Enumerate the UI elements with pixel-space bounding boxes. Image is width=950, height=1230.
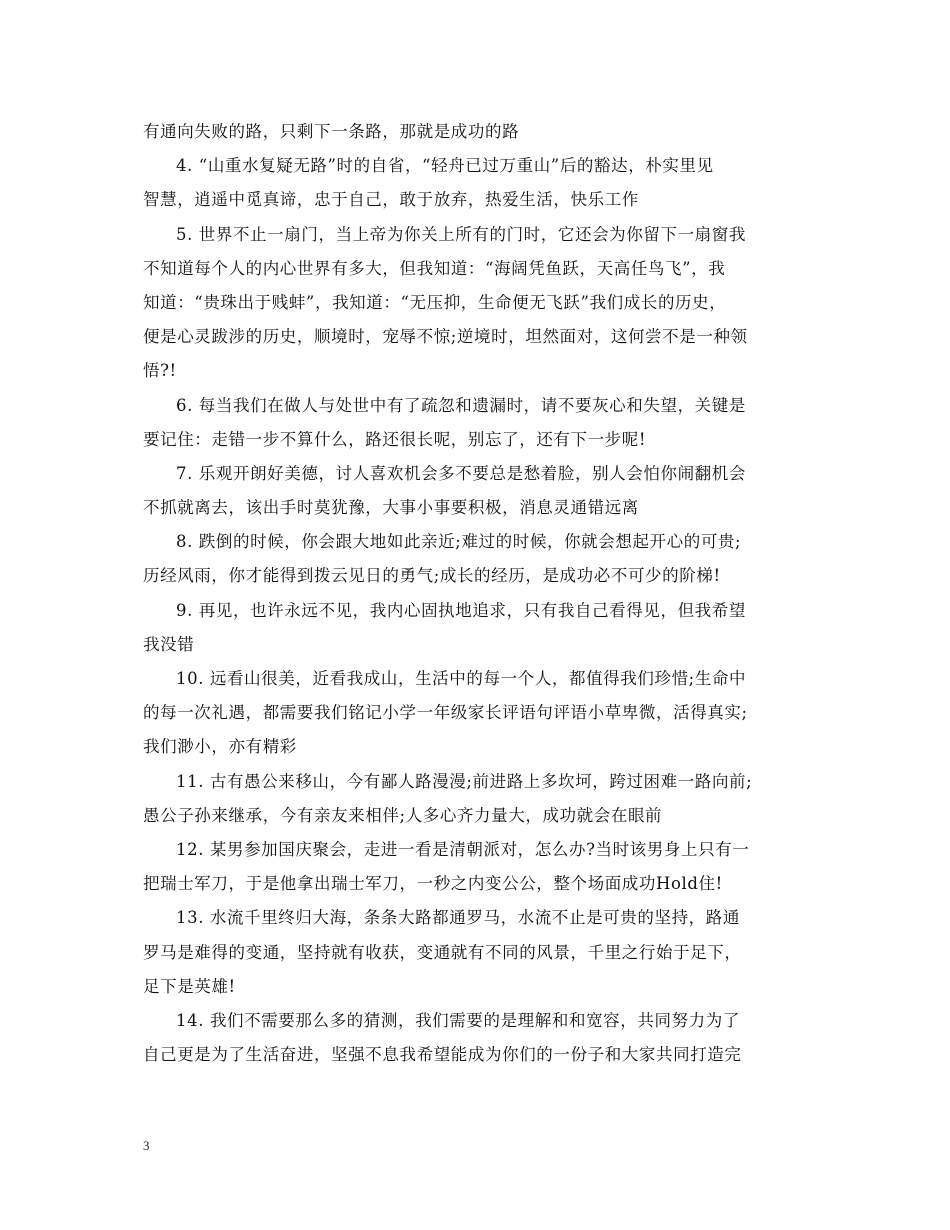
text-line: 自己更是为了生活奋进，坚强不息我希望能成为你们的一份子和大家共同打造完 xyxy=(143,1045,742,1065)
text-line: 10. 远看山很美，近看我成山，生活中的每一个人，都值得我们珍惜;生命中 xyxy=(176,669,747,688)
text-line: 13. 水流千里终归大海，条条大路都通罗马，水流不止是可贵的坚持，路通 xyxy=(176,908,740,928)
text-line: 把瑞士军刀，于是他拿出瑞士军刀，一秒之内变公公，整个场面成功Hold住! xyxy=(143,874,723,894)
text-line: 12. 某男参加国庆聚会，走进一看是清朝派对，怎么办?当时该男身上只有一 xyxy=(176,839,750,859)
page-number: 3 xyxy=(143,1138,150,1153)
text-line: 7. 乐观开朗好美德，讨人喜欢机会多不要总是愁着脸，别人会怕你闹翻机会 xyxy=(176,463,746,483)
text-line: 9. 再见，也许永远不见，我内心固执地追求，只有我自己看得见，但我希望 xyxy=(176,600,746,620)
text-line: 6. 每当我们在做人与处世中有了疏忽和遗漏时，请不要灰心和失望，关键是 xyxy=(176,395,746,415)
text-line: 足下是英雄! xyxy=(143,976,236,996)
text-line: 我们渺小，亦有精彩 xyxy=(143,737,297,757)
text-line: 要记住：走错一步不算什么，路还很长呢，别忘了，还有下一步呢! xyxy=(143,429,647,449)
text-line: 历经风雨，你才能得到拨云见日的勇气;成长的经历，是成功必不可少的阶梯! xyxy=(143,566,721,586)
text-line: 14. 我们不需要那么多的猜测，我们需要的是理解和和宽容，共同努力为了 xyxy=(176,1010,740,1030)
text-line: 不抓就离去，该出手时莫犹豫，大事小事要积极，消息灵通错远离 xyxy=(143,498,639,518)
document-body xyxy=(143,115,813,1072)
text-line: 的每一次礼遇，都需要我们铭记小学一年级家长评语句评语小草卑微，活得真实; xyxy=(143,703,748,723)
text-line: 4. “山重水复疑无路”时的自省，“轻舟已过万重山”后的豁达，朴实里见 xyxy=(176,156,714,176)
text-line: 知道：“贵珠出于贱蚌”，我知道：“无压抑，生命便无飞跃”我们成长的历史， xyxy=(143,292,727,312)
text-line: 愚公子孙来继承，今有亲友来相伴;人多心齐力量大，成功就会在眼前 xyxy=(143,805,663,825)
text-line: 有通向失败的路，只剩下一条路，那就是成功的路 xyxy=(143,122,520,141)
text-line: 不知道每个人的内心世界有多大，但我知道：“海阔凭鱼跃，天高任鸟飞”，我 xyxy=(143,258,726,278)
text-line: 8. 跌倒的时候，你会跟大地如此亲近;难过的时候，你就会想起开心的可贵; xyxy=(176,532,742,552)
text-line: 11. 古有愚公来移山，今有鄙人路漫漫;前进路上多坎坷，跨过困难一路向前; xyxy=(176,771,753,791)
text-line: 我没错 xyxy=(143,634,195,654)
text-line: 悟?! xyxy=(143,361,177,381)
text-line: 罗马是难得的变通，坚持就有收获，变通就有不同的风景，千里之行始于足下， xyxy=(143,942,742,962)
text-line: 智慧，逍遥中觅真谛，忠于自己，敢于放弃，热爱生活，快乐工作 xyxy=(143,190,639,210)
text-line: 5. 世界不止一扇门，当上帝为你关上所有的门时，它还会为你留下一扇窗我 xyxy=(176,224,746,244)
text-line: 便是心灵跋涉的历史，顺境时，宠辱不惊;逆境时，坦然面对，这何尝不是一种领 xyxy=(143,327,748,347)
